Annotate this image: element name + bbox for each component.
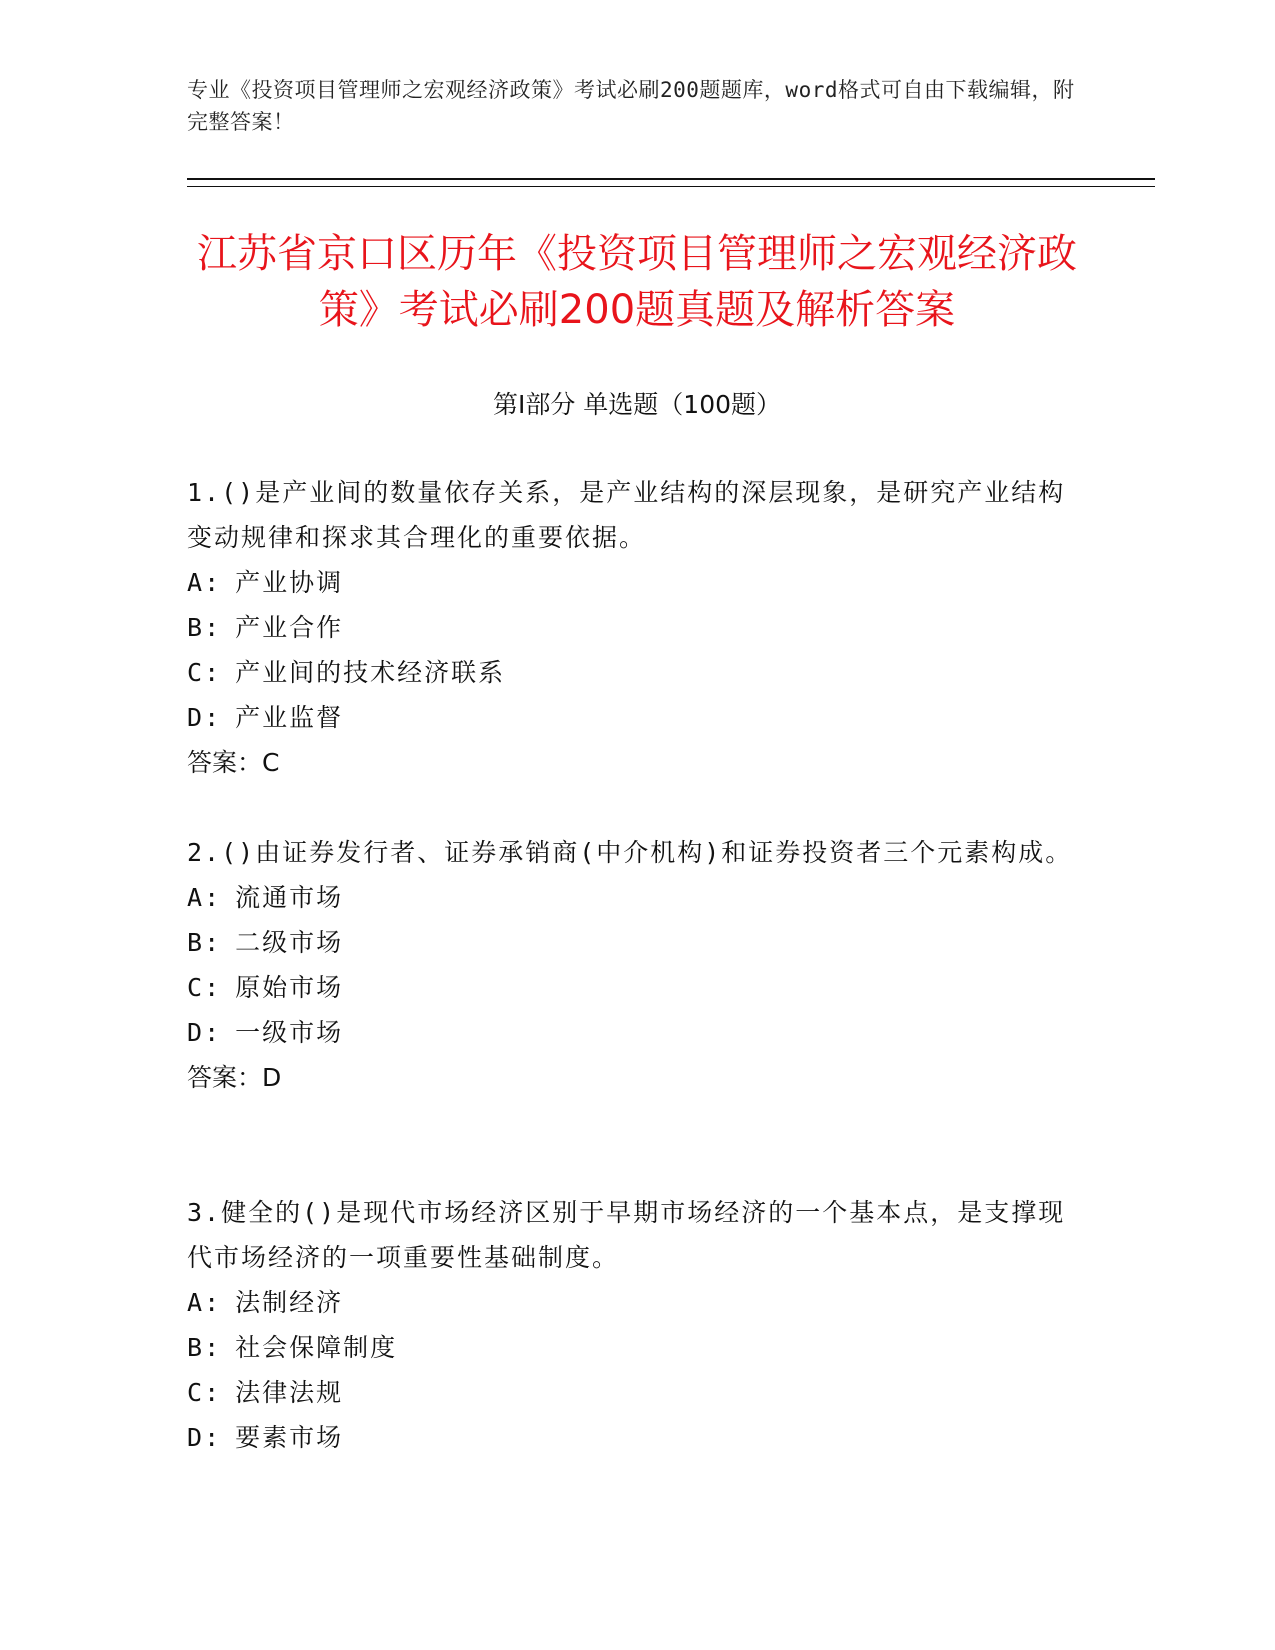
option-separator: : xyxy=(204,1018,222,1047)
document-title: 江苏省京口区历年《投资项目管理师之宏观经济政策》考试必刷200题真题及解析答案 xyxy=(197,231,1077,333)
option-b xyxy=(187,920,1087,965)
answer-line xyxy=(187,1055,1087,1100)
option-c xyxy=(187,650,1087,695)
option-list xyxy=(187,1280,1087,1460)
option-letter: D xyxy=(187,703,205,732)
option-letter: A xyxy=(187,883,205,912)
question-stem: 3.健全的()是现代市场经济区别于早期市场经济的一个基本点，是支撑现代市场经济的一项重要性基础制度。 xyxy=(187,1198,1066,1272)
option-letter: A xyxy=(187,1288,205,1317)
option-text: 法律法规 xyxy=(235,1378,344,1407)
option-separator: : xyxy=(204,1423,222,1452)
option-text: 一级市场 xyxy=(235,1018,344,1047)
option-letter: A xyxy=(187,568,205,597)
answer-value: D xyxy=(262,1063,282,1092)
option-text: 产业协调 xyxy=(235,568,344,597)
question-3 xyxy=(187,1190,1087,1460)
option-text: 社会保障制度 xyxy=(235,1333,398,1362)
answer-label: 答案： xyxy=(187,1063,263,1092)
option-text: 原始市场 xyxy=(235,973,344,1002)
question-stem: 2.()由证券发行者、证券承销商(中介机构)和证券投资者三个元素构成。 xyxy=(187,838,1073,867)
option-separator: : xyxy=(204,568,222,597)
option-a xyxy=(187,875,1087,920)
option-separator: : xyxy=(204,1378,222,1407)
answer-label: 答案： xyxy=(187,748,263,777)
option-separator: : xyxy=(204,1333,222,1362)
option-b xyxy=(187,605,1087,650)
question-2 xyxy=(187,830,1087,1100)
option-list xyxy=(187,875,1087,1055)
option-d xyxy=(187,695,1087,740)
option-text: 产业合作 xyxy=(235,613,344,642)
option-letter: D xyxy=(187,1423,205,1452)
answer-value: C xyxy=(262,748,280,777)
option-text: 流通市场 xyxy=(235,883,344,912)
option-text: 产业间的技术经济联系 xyxy=(235,658,506,687)
header-note: 专业《投资项目管理师之宏观经济政策》考试必刷200题题库，word格式可自由下载编辑，附完整答案！ xyxy=(187,78,1075,134)
option-separator: : xyxy=(204,658,222,687)
option-a xyxy=(187,560,1087,605)
option-separator: : xyxy=(204,928,222,957)
option-letter: C xyxy=(187,658,205,687)
option-letter: C xyxy=(187,1378,205,1407)
option-letter: B xyxy=(187,613,205,642)
option-c xyxy=(187,965,1087,1010)
option-c xyxy=(187,1370,1087,1415)
option-separator: : xyxy=(204,883,222,912)
header-rule-thick xyxy=(187,178,1155,180)
option-text: 二级市场 xyxy=(235,928,344,957)
option-text: 法制经济 xyxy=(235,1288,344,1317)
option-text: 产业监督 xyxy=(235,703,344,732)
answer-line xyxy=(187,740,1087,785)
header-rule-thin xyxy=(187,186,1155,187)
question-1 xyxy=(187,470,1087,785)
section-title: 第Ⅰ部分 单选题（100题） xyxy=(492,390,782,419)
option-letter: C xyxy=(187,973,205,1002)
option-separator: : xyxy=(204,1288,222,1317)
option-d xyxy=(187,1010,1087,1055)
option-list xyxy=(187,560,1087,740)
option-a xyxy=(187,1280,1087,1325)
option-b xyxy=(187,1325,1087,1370)
option-letter: B xyxy=(187,1333,205,1362)
option-text: 要素市场 xyxy=(235,1423,344,1452)
option-letter: D xyxy=(187,1018,205,1047)
option-separator: : xyxy=(204,703,222,732)
option-separator: : xyxy=(204,613,222,642)
option-d xyxy=(187,1415,1087,1460)
question-stem: 1.()是产业间的数量依存关系，是产业结构的深层现象，是研究产业结构变动规律和探求其合理化的重要依据。 xyxy=(187,478,1066,552)
option-separator: : xyxy=(204,973,222,1002)
option-letter: B xyxy=(187,928,205,957)
